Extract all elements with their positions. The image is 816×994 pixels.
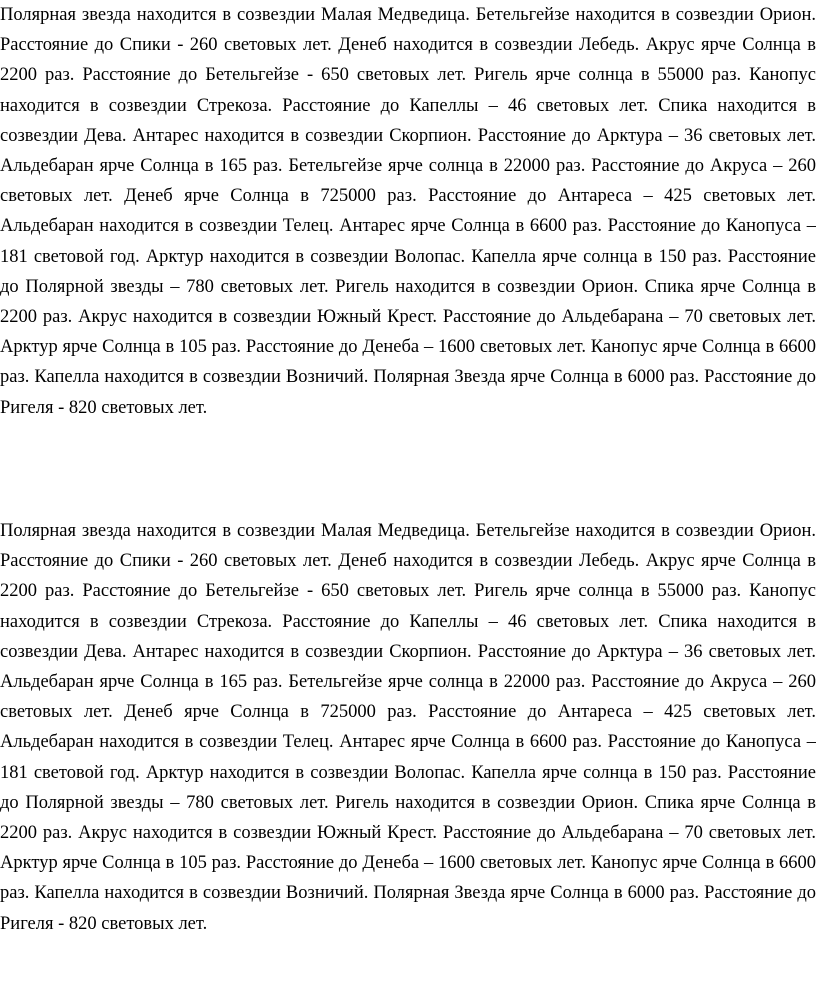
- paragraph-first: Полярная звезда находится в созвездии Малая Медведица. Бетельгейзе находится в созвездии Орион. Расстояние до Спики - 260 световых лет. Денеб находится в созвездии Лебедь. Акрус ярче Солнца в 2200 раз. Расстояние до Бетельгейзе - 650 световых лет. Ригель ярче солнца в 55000 раз. Канопус находится в созвездии Стрекоза. Расстояние до Капеллы – 46 световых лет. Спика находится в созвездии Дева. Антарес находится в созвездии Скорпион. Расстояние до Арктура – 36 световых лет. Альдебаран ярче Солнца в 165 раз. Бетельгейзе ярче солнца в 22000 раз. Расстояние до Акруса – 260 световых лет. Денеб ярче Солнца в 725000 раз. Расстояние до Антареса – 425 световых лет. Альдебаран находится в созвездии Телец. Антарес ярче Солнца в 6600 раз. Расстояние до Канопуса – 181 световой год. Арктур находится в созвездии Волопас. Капелла ярче солнца в 150 раз. Расстояние до Полярной звезды – 780 световых лет. Ригель находится в созвездии Орион. Спика ярче Солнца в 2200 раз. Акрус находится в созвездии Южный Крест. Расстояние до Альдебарана – 70 световых лет. Арктур ярче Солнца в 105 раз. Расстояние до Денеба – 1600 световых лет. Канопус ярче Солнца в 6600 раз. Капелла находится в созвездии Возничий. Полярная Звезда ярче Солнца в 6000 раз. Расстояние до Ригеля - 820 световых лет.: [0, 5, 816, 418]
- paragraph-second: Полярная звезда находится в созвездии Малая Медведица. Бетельгейзе находится в созвездии Орион. Расстояние до Спики - 260 световых лет. Денеб находится в созвездии Лебедь. Акрус ярче Солнца в 2200 раз. Расстояние до Бетельгейзе - 650 световых лет. Ригель ярче солнца в 55000 раз. Канопус находится в созвездии Стрекоза. Расстояние до Капеллы – 46 световых лет. Спика находится в созвездии Дева. Антарес находится в созвездии Скорпион. Расстояние до Арктура – 36 световых лет. Альдебаран ярче Солнца в 165 раз. Бетельгейзе ярче солнца в 22000 раз. Расстояние до Акруса – 260 световых лет. Денеб ярче Солнца в 725000 раз. Расстояние до Антареса – 425 световых лет. Альдебаран находится в созвездии Телец. Антарес ярче Солнца в 6600 раз. Расстояние до Канопуса – 181 световой год. Арктур находится в созвездии Волопас. Капелла ярче солнца в 150 раз. Расстояние до Полярной звезды – 780 световых лет. Ригель находится в созвездии Орион. Спика ярче Солнца в 2200 раз. Акрус находится в созвездии Южный Крест. Расстояние до Альдебарана – 70 световых лет. Арктур ярче Солнца в 105 раз. Расстояние до Денеба – 1600 световых лет. Канопус ярче Солнца в 6600 раз. Капелла находится в созвездии Возничий. Полярная Звезда ярче Солнца в 6000 раз. Расстояние до Ригеля - 820 световых лет.: [0, 521, 816, 934]
